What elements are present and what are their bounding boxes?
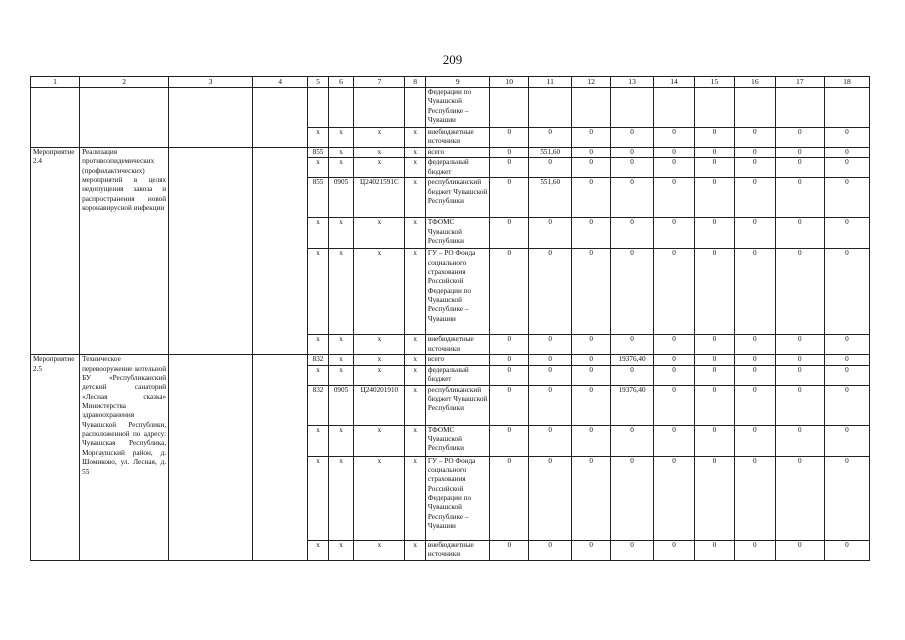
year-value: 0 [734,385,775,425]
column-number: 1 [31,77,80,88]
column-numbers-row [31,77,870,88]
year-value: 0 [824,249,869,335]
expense-type-code: x [405,218,425,249]
year-value: 0 [694,218,734,249]
year-value: 0 [775,385,824,425]
grbs-code: x [308,540,328,560]
year-value: 0 [694,365,734,385]
grbs-code: x [308,218,328,249]
year-value: 0 [654,158,695,178]
year-value: 0 [775,178,824,218]
year-value: 0 [490,355,529,365]
expense-type-code [405,87,425,127]
year-value: 0 [734,540,775,560]
column-4-cell [253,147,308,354]
grbs-code: x [308,456,328,540]
year-value: 0 [775,147,824,157]
year-value: 0 [734,425,775,456]
expense-type-code: x [405,355,425,365]
section-code: 0905 [328,385,354,425]
year-value: 0 [694,249,734,335]
year-value: 0 [775,158,824,178]
year-value [694,87,734,127]
year-value: 0 [611,218,654,249]
target-article-code: x [354,147,405,157]
year-value: 0 [775,218,824,249]
funding-source: Федерации по Чувашской Республике – Чувашии [425,87,489,127]
column-number: 17 [775,77,824,88]
year-value: 0 [824,355,869,365]
target-article-code: x [354,540,405,560]
event-label [31,87,80,147]
funding-source: ГУ – РО Фонда социального страхования Российской Федерации по Чувашской Республике – Чувашии [425,249,489,335]
year-value: 0 [611,335,654,355]
year-value: 0 [734,147,775,157]
year-value: 551,60 [529,147,572,157]
year-value: 0 [529,425,572,456]
year-value: 0 [824,158,869,178]
year-value: 0 [490,178,529,218]
year-value [734,87,775,127]
year-value: 0 [529,249,572,335]
year-value: 0 [824,218,869,249]
column-number: 13 [611,77,654,88]
section-code: x [328,218,354,249]
year-value: 0 [611,540,654,560]
year-value: 0 [775,355,824,365]
year-value: 0 [572,456,611,540]
section-code: x [328,158,354,178]
funding-source: внебюджетные источники [425,335,489,355]
event-name [80,87,169,147]
year-value: 0 [654,425,695,456]
funding-source: республиканский бюджет Чувашской Республики [425,385,489,425]
year-value: 0 [572,178,611,218]
event-label: Мероприятие 2.4 [31,147,80,354]
expense-type-code: x [405,147,425,157]
table-row [31,147,870,157]
section-code: 0905 [328,178,354,218]
budget-table [30,76,870,561]
target-article-code: x [354,425,405,456]
year-value: 0 [572,218,611,249]
year-value: 0 [824,365,869,385]
expense-type-code: x [405,178,425,218]
section-code: x [328,425,354,456]
grbs-code: x [308,425,328,456]
year-value: 0 [824,335,869,355]
year-value: 0 [654,249,695,335]
year-value: 0 [824,127,869,147]
grbs-code: 832 [308,385,328,425]
table-row [31,87,870,127]
year-value [654,87,695,127]
expense-type-code: x [405,540,425,560]
grbs-code [308,87,328,127]
year-value [775,87,824,127]
year-value: 0 [694,147,734,157]
year-value: 0 [572,158,611,178]
year-value: 0 [572,365,611,385]
column-number: 5 [308,77,328,88]
year-value: 0 [490,218,529,249]
year-value [824,87,869,127]
year-value: 0 [529,365,572,385]
year-value: 0 [734,249,775,335]
year-value: 0 [775,540,824,560]
year-value: 0 [775,249,824,335]
year-value: 0 [775,365,824,385]
year-value: 0 [734,335,775,355]
year-value: 0 [654,178,695,218]
year-value: 0 [734,456,775,540]
year-value: 0 [734,365,775,385]
column-number: 16 [734,77,775,88]
grbs-code: x [308,335,328,355]
year-value: 0 [654,456,695,540]
year-value: 0 [611,425,654,456]
year-value: 0 [572,249,611,335]
section-code: x [328,147,354,157]
target-article-code: x [354,249,405,335]
grbs-code: x [308,249,328,335]
column-number: 2 [80,77,169,88]
column-3-cell [169,87,253,147]
expense-type-code: x [405,158,425,178]
funding-source: всего [425,147,489,157]
column-number: 10 [490,77,529,88]
year-value: 0 [490,335,529,355]
year-value: 0 [611,249,654,335]
year-value: 0 [572,385,611,425]
year-value: 0 [572,335,611,355]
column-number: 18 [824,77,869,88]
column-4-cell [253,87,308,147]
target-article-code: x [354,456,405,540]
year-value: 0 [734,127,775,147]
year-value: 0 [611,147,654,157]
year-value: 0 [694,385,734,425]
page-number: 209 [442,52,463,67]
year-value: 0 [694,456,734,540]
year-value: 0 [654,127,695,147]
year-value: 0 [824,147,869,157]
event-name: Реализация противоэпидемических (профилактических) мероприятий в целях недопущения завоза и распространения новой коронавирусной инфекции [80,147,169,354]
year-value: 0 [490,147,529,157]
year-value: 0 [611,365,654,385]
section-code: x [328,355,354,365]
funding-source: всего [425,355,489,365]
column-number: 9 [425,77,489,88]
year-value: 0 [694,335,734,355]
expense-type-code: x [405,365,425,385]
year-value: 0 [694,355,734,365]
year-value: 0 [490,158,529,178]
year-value: 0 [824,425,869,456]
target-article-code: x [354,355,405,365]
funding-source: внебюджетные источники [425,127,489,147]
section-code: x [328,127,354,147]
year-value: 0 [734,178,775,218]
year-value: 0 [824,540,869,560]
year-value: 0 [529,158,572,178]
year-value: 0 [824,178,869,218]
year-value: 0 [490,127,529,147]
year-value: 0 [694,127,734,147]
year-value: 0 [611,178,654,218]
column-3-cell [169,147,253,354]
event-name: Техническое перевооружение котельной БУ «Республиканский детский санаторий «Лесная сказка» Министерства здравоохранения Чувашской Республики, расположенной по адресу: Чувашская Республика, Моргаушский район, д. Шомиково, ул. Лесная, д. 55 [80,355,169,560]
column-number: 14 [654,77,695,88]
expense-type-code: x [405,385,425,425]
year-value [572,87,611,127]
column-number: 7 [354,77,405,88]
event-label: Мероприятие 2.5 [31,355,80,560]
year-value: 0 [775,335,824,355]
year-value: 0 [654,147,695,157]
target-article-code [354,87,405,127]
section-code: x [328,249,354,335]
year-value: 0 [654,540,695,560]
expense-type-code: x [405,335,425,355]
year-value: 0 [529,540,572,560]
year-value: 0 [572,147,611,157]
year-value: 0 [572,127,611,147]
grbs-code: 855 [308,178,328,218]
table-row [31,355,870,365]
table-body [31,77,870,561]
year-value: 0 [490,249,529,335]
section-code: x [328,365,354,385]
grbs-code: x [308,127,328,147]
year-value: 0 [824,456,869,540]
year-value: 0 [654,218,695,249]
year-value: 19376,40 [611,355,654,365]
target-article-code: x [354,218,405,249]
column-number: 6 [328,77,354,88]
funding-source: ГУ – РО Фонда социального страхования Российской Федерации по Чувашской Республике – Чувашии [425,456,489,540]
year-value: 19376,40 [611,385,654,425]
target-article-code: x [354,158,405,178]
year-value: 0 [694,158,734,178]
expense-type-code: x [405,456,425,540]
year-value: 0 [490,425,529,456]
section-code: x [328,456,354,540]
year-value [490,87,529,127]
column-4-cell [253,355,308,560]
section-code [328,87,354,127]
year-value: 0 [694,540,734,560]
year-value: 0 [734,355,775,365]
year-value: 0 [529,385,572,425]
year-value: 551,60 [529,178,572,218]
year-value: 0 [654,385,695,425]
funding-source: федеральный бюджет [425,365,489,385]
section-code: x [328,540,354,560]
year-value: 0 [824,385,869,425]
year-value: 0 [529,127,572,147]
year-value: 0 [775,127,824,147]
year-value: 0 [490,540,529,560]
column-number: 4 [253,77,308,88]
year-value: 0 [529,218,572,249]
year-value: 0 [734,218,775,249]
year-value: 0 [529,335,572,355]
column-number: 8 [405,77,425,88]
year-value [529,87,572,127]
column-number: 12 [572,77,611,88]
expense-type-code: x [405,249,425,335]
year-value: 0 [611,127,654,147]
expense-type-code: x [405,425,425,456]
funding-source: ТФОМС Чувашской Республики [425,218,489,249]
year-value: 0 [694,425,734,456]
year-value: 0 [734,158,775,178]
funding-source: внебюджетные источники [425,540,489,560]
year-value: 0 [654,365,695,385]
target-article-code: x [354,127,405,147]
target-article-code: x [354,365,405,385]
year-value: 0 [694,178,734,218]
grbs-code: x [308,158,328,178]
funding-source: ТФОМС Чувашской Республики [425,425,489,456]
year-value: 0 [572,540,611,560]
section-code: x [328,335,354,355]
target-article-code: Ц240201910 [354,385,405,425]
column-3-cell [169,355,253,560]
year-value: 0 [654,335,695,355]
year-value: 0 [611,456,654,540]
year-value: 0 [611,158,654,178]
column-number: 11 [529,77,572,88]
year-value: 0 [529,355,572,365]
grbs-code: 855 [308,147,328,157]
year-value: 0 [775,456,824,540]
year-value: 0 [572,425,611,456]
grbs-code: 832 [308,355,328,365]
column-number: 3 [169,77,253,88]
grbs-code: x [308,365,328,385]
funding-source: республиканский бюджет Чувашской Республики [425,178,489,218]
year-value: 0 [654,355,695,365]
year-value: 0 [775,425,824,456]
year-value: 0 [490,365,529,385]
year-value: 0 [529,456,572,540]
target-article-code: Ц24021591С [354,178,405,218]
expense-type-code: x [405,127,425,147]
year-value: 0 [572,355,611,365]
year-value: 0 [490,456,529,540]
target-article-code: x [354,335,405,355]
column-number: 15 [694,77,734,88]
year-value: 0 [490,385,529,425]
year-value [611,87,654,127]
funding-source: федеральный бюджет [425,158,489,178]
